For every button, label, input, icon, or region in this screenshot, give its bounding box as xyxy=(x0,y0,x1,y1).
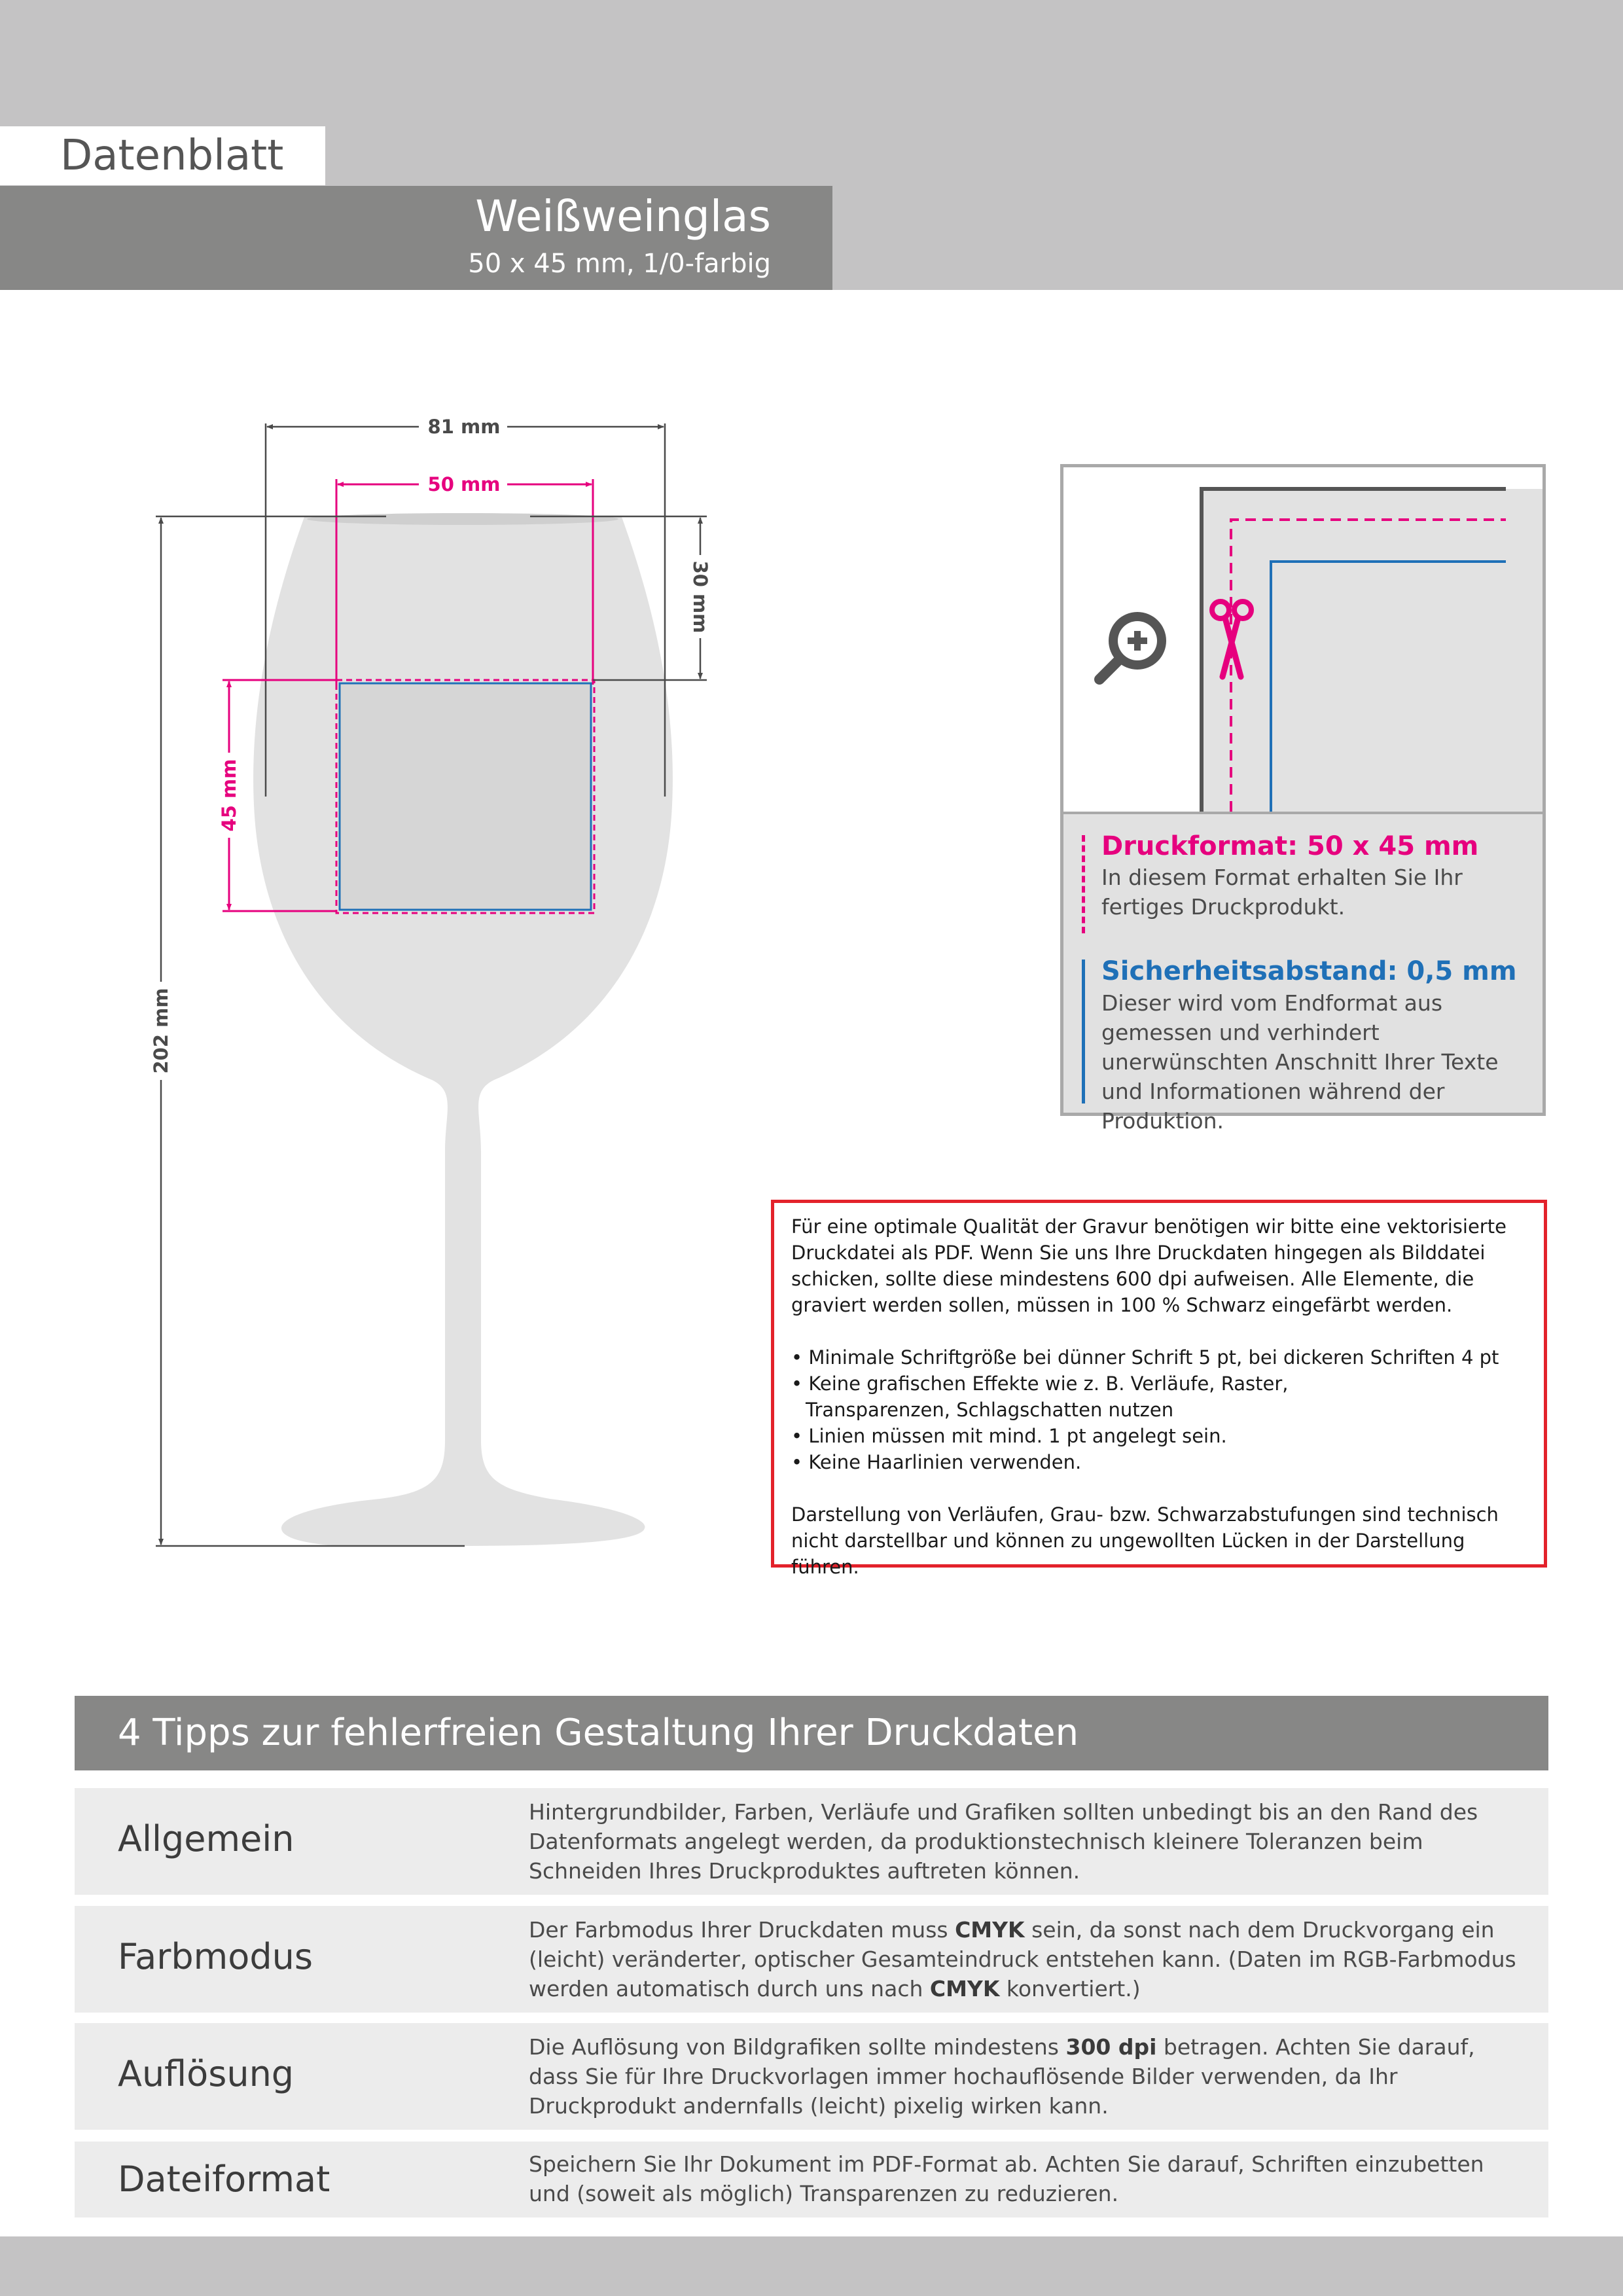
dim-print-height: 45 mm xyxy=(218,759,240,832)
tip-text: Hintergrundbilder, Farben, Verläufe und Grafiken sollten unbedingt bis an den Rand des Datenformats angelegt werden, da produktionstechnisch kleinere Toleranzen beim Schneiden Ihres Druckproduktes auftreten können. xyxy=(529,1799,1478,1884)
legend-box xyxy=(1060,464,1546,1134)
tip-label: Farbmodus xyxy=(118,1936,313,1977)
safety-margin-marker xyxy=(1082,960,1085,1103)
tip-text: Die Auflösung von Bildgrafiken sollte mindestens 300 dpi betragen. Achten Sie darauf, dass Sie für Ihre Druckvorlagen immer hochauflösende Bilder verwenden, da Ihr Druckprodukt andernfalls (leicht) pixelig wirken kann. xyxy=(529,2034,1475,2119)
notice-bullet: • Minimale Schriftgröße bei dünner Schrift 5 pt, bei dickeren Schriften 4 pt xyxy=(791,1346,1499,1369)
legend-zoom-detail xyxy=(1063,467,1543,814)
engraving-notice-text xyxy=(791,1213,1531,1580)
tip-text-emphasis: CMYK xyxy=(955,1917,1025,1943)
notice-bullet: • Keine Haarlinien verwenden. xyxy=(791,1451,1082,1473)
notice-intro: Für eine optimale Qualität der Gravur benötigen wir bitte eine vektorisierte Druckdatei als PDF. Wenn Sie uns Ihre Druckdaten hingegen als Bilddatei schicken, sollte diese mindestens 600 dpi aufweisen. Alle Elemente, die graviert werden sollen, müssen in 100 % Schwarz eingefärbt werden. xyxy=(791,1215,1507,1316)
safety-margin-title: Sicherheitsabstand: 0,5 mm xyxy=(1101,956,1517,986)
notice-outro: Darstellung von Verläufen, Grau- bzw. Schwarzabstufungen sind technisch nicht darstellbar und können zu ungewollten Lücken in der Darstellung führen. xyxy=(791,1503,1499,1578)
magnifier-plus-icon xyxy=(1099,612,1166,679)
dim-total-height: 202 mm xyxy=(150,988,172,1074)
notice-bullet: • Keine grafischen Effekte wie z. B. Verläufe, Raster, xyxy=(791,1372,1289,1395)
print-area xyxy=(340,683,591,910)
tip-row-allgemein xyxy=(75,1788,1548,1895)
notice-bullet: • Linien müssen mit mind. 1 pt angelegt sein. xyxy=(791,1425,1227,1447)
bottom-band xyxy=(0,2236,1623,2296)
doc-type-title: Datenblatt xyxy=(60,132,284,180)
print-format-marker xyxy=(1082,835,1085,933)
glass-diagram xyxy=(0,393,746,1571)
tip-row-aufloesung xyxy=(75,2023,1548,2130)
tip-row-dateiformat xyxy=(75,2142,1548,2217)
tips-title: 4 Tipps zur fehlerfreien Gestaltung Ihrer Druckdaten xyxy=(118,1712,1079,1754)
safety-margin-description: Dieser wird vom Endformat aus gemessen und verhindert unerwünschten Anschnitt Ihrer Texte und Informationen während der Produktion. xyxy=(1101,990,1499,1134)
tip-label: Dateiformat xyxy=(118,2159,330,2200)
tip-text: Der Farbmodus Ihrer Druckdaten muss CMYK sein, da sonst nach dem Druckvorgang ein (leicht) veränderter, optischer Gesamteindruck entstehen kann. (Daten im RGB-Farbmodus werden automatisch durch uns nach CMYK konvertiert.) xyxy=(529,1917,1516,2001)
tip-row-farbmodus xyxy=(75,1906,1548,2013)
dim-print-width: 50 mm xyxy=(427,473,501,495)
tip-label: Allgemein xyxy=(118,1818,294,1859)
glass-silhouette xyxy=(253,513,673,1546)
dim-width-total: 81 mm xyxy=(427,416,501,438)
tip-text-emphasis: 300 dpi xyxy=(1065,2034,1157,2060)
tip-label: Auflösung xyxy=(118,2053,294,2094)
tip-text: Speichern Sie Ihr Dokument im PDF-Format ab. Achten Sie darauf, Schriften einzubetten und (soweit als möglich) Transparenzen zu reduzieren. xyxy=(529,2151,1484,2206)
dim-top-offset: 30 mm xyxy=(689,560,711,634)
notice-bullet-continuation: Transparenzen, Schlagschatten nutzen xyxy=(806,1399,1174,1421)
engraving-notice-box xyxy=(771,1200,1547,1578)
product-subtitle: 50 x 45 mm, 1/0-farbig xyxy=(468,249,771,279)
product-title: Weißweinglas xyxy=(475,191,771,242)
print-format-title: Druckformat: 50 x 45 mm xyxy=(1101,831,1479,861)
print-format-description: In diesem Format erhalten Sie Ihr fertiges Druckprodukt. xyxy=(1101,865,1463,920)
tip-text-emphasis: CMYK xyxy=(929,1976,1000,2001)
